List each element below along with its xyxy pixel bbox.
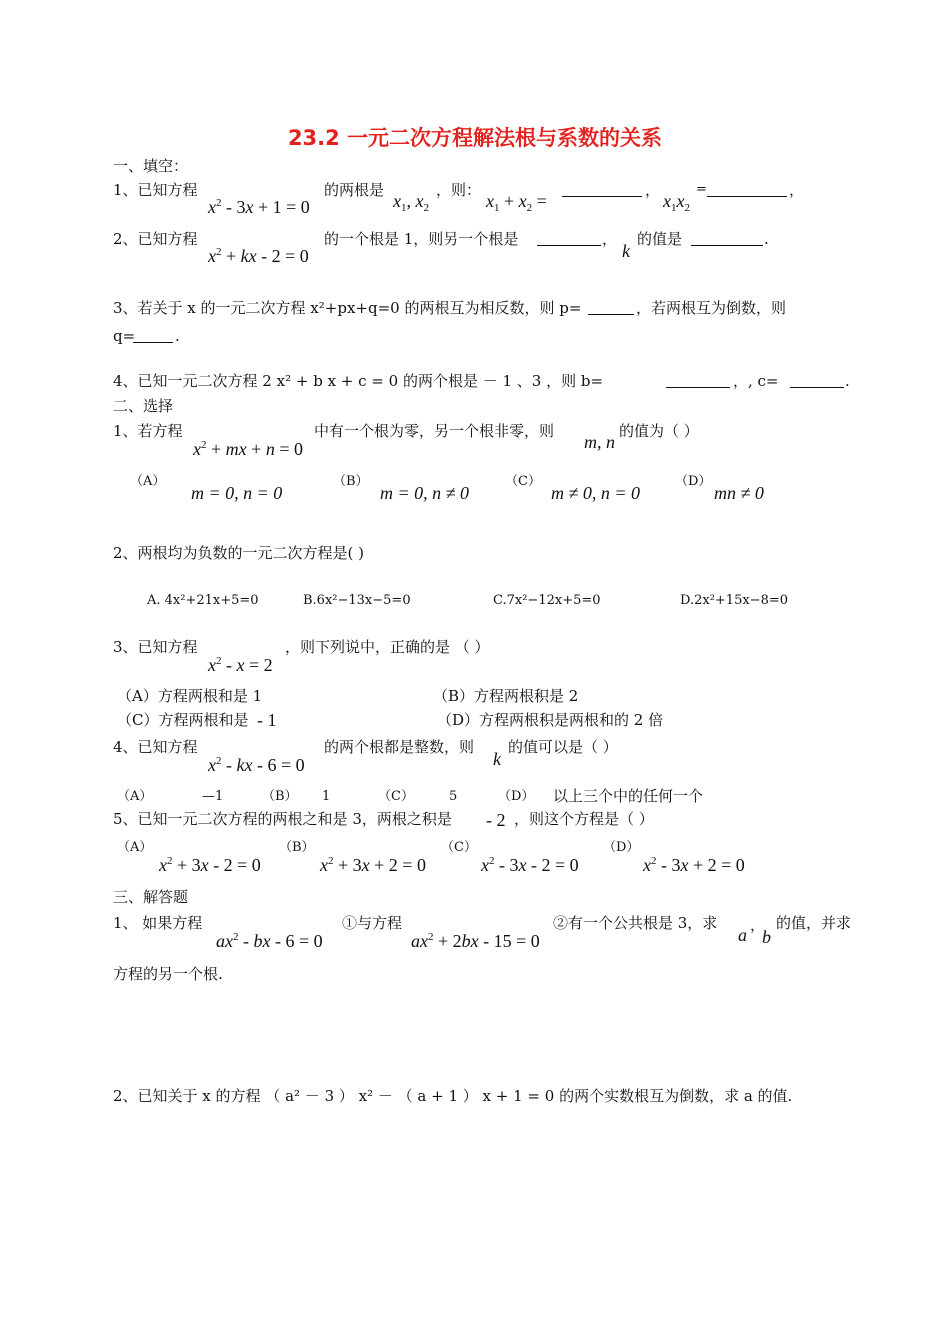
c1-option-a[interactable]: m = 0, n = 0 [191, 483, 283, 503]
q1-product-blank[interactable] [707, 196, 787, 197]
c2-option-c[interactable]: C.7x²−12x+5=0 [493, 593, 601, 608]
q2-prefix: 2、已知方程 [113, 230, 198, 248]
c1-option-c[interactable]: m ≠ 0, n = 0 [551, 483, 641, 503]
c5-prefix: 5、已知一元二次方程的两根之和是 3，两根之积是 [113, 810, 452, 828]
c3-option-c[interactable]: （C）方程两根和是 [117, 711, 249, 729]
section-fill-in-heading: 一、填空： [113, 157, 189, 175]
c1-option-c-label[interactable]: （C） [505, 474, 541, 489]
q2-text-value: 的值是 [637, 230, 683, 248]
c4-prefix: 4、已知方程 [113, 738, 198, 756]
q1-equation: $x^2 - 3x + 1 = 0$ [208, 197, 310, 217]
c3-text: ，则下列说中，正确的是 （ ） [285, 638, 490, 656]
c1-option-a-label[interactable]: （A） [130, 474, 166, 489]
c1-option-b-label[interactable]: （B） [333, 474, 369, 489]
c4-option-a[interactable]: —1 [202, 789, 224, 804]
c1-text: 中有一个根为零，另一个根非零，则 [314, 422, 555, 440]
q1-equals: = [696, 182, 707, 197]
c5-option-d[interactable]: $x^2 - 3x + 2 = 0$ [643, 855, 745, 875]
c4-option-b[interactable]: 1 [322, 789, 331, 804]
c2-option-d[interactable]: D.2x²+15x−8=0 [680, 593, 788, 608]
s1-equation-2: $ax^2 + 2bx - 15 = 0$ [411, 931, 540, 951]
q2-root-blank[interactable] [537, 245, 601, 246]
q2-equation: $x^2$ + kx - 2 = 0 [208, 246, 309, 266]
c4-k: k [493, 749, 501, 769]
c1-option-d[interactable]: mn ≠ 0 [714, 483, 764, 503]
c4-equation: $x^2$ - kx - 6 = 0 [208, 755, 305, 775]
s1-text-end: 的值，并求 [776, 914, 852, 932]
c5-option-a[interactable]: $x^2 + 3x - 2 = 0$ [159, 855, 261, 875]
q4-text-c: ，, c= [733, 372, 779, 390]
q3-p-blank[interactable] [588, 314, 634, 315]
q3-line2: q= [113, 327, 136, 345]
c1-prefix: 1、若方程 [113, 422, 183, 440]
q3-line1-tail: ，若两根互为倒数，则 [636, 299, 787, 317]
c2-option-a[interactable]: A. 4x²+21x+5=0 [147, 593, 259, 608]
page-title: 23.2 一元二次方程解法根与系数的关系 [287, 126, 663, 150]
q1-end: ， [789, 181, 805, 199]
c5-option-b-label[interactable]: （B） [279, 840, 315, 855]
c3-option-d[interactable]: （D）方程两根积是两根和的 2 倍 [437, 711, 664, 729]
s1-text-common-root: ②有一个公共根是 3，求 [553, 914, 718, 932]
q2-comma: ， [602, 230, 618, 248]
q1-sum-blank[interactable] [562, 196, 642, 197]
s1-line2: 方程的另一个根. [113, 965, 223, 983]
c1-option-d-label[interactable]: （D） [675, 474, 712, 489]
q3-line1: 3、若关于 x 的一元二次方程 x²+px+q=0 的两根互为相反数，则 p= [113, 299, 582, 317]
q2-k-blank[interactable] [691, 245, 763, 246]
c3-option-a[interactable]: （A）方程两根和是 1 [117, 687, 263, 705]
c5-option-a-label[interactable]: （A） [117, 840, 153, 855]
s2-question: 2、已知关于 x 的方程 （ a² － 3 ） x² － （ a + 1 ） x + 1 = 0 的两个实数根互为倒数，求 a 的值. [113, 1087, 793, 1105]
q1-roots: $x_1$, $x_2$ [393, 191, 429, 214]
c3-equation: $x^2 - x = 2$ [208, 655, 273, 675]
c1-mn: m, n [584, 432, 615, 452]
c5-option-c[interactable]: $x^2 - 3x - 2 = 0$ [481, 855, 579, 875]
q1-comma: ， [645, 181, 661, 199]
s1-var-a: a [738, 925, 747, 945]
s1-prefix: 1、 如果方程 [113, 914, 203, 932]
c5-option-b[interactable]: $x^2 + 3x + 2 = 0$ [320, 855, 426, 875]
q4-text: 4、已知一元二次方程 2 x² + b x + c = 0 的两个根是 － 1 、3 ，则 b= [113, 372, 604, 390]
q2-k: k [622, 241, 630, 261]
q4-end: . [845, 372, 850, 390]
q3-end: . [175, 327, 180, 345]
c3-option-b[interactable]: （B）方程两根积是 2 [433, 687, 579, 705]
c4-option-c[interactable]: 5 [449, 789, 458, 804]
c4-text-end: 的值可以是（ ） [508, 738, 618, 756]
c4-option-d[interactable]: 以上三个中的任何一个 [553, 787, 704, 805]
c4-option-a-label[interactable]: （A） [117, 789, 153, 804]
c5-option-d-label[interactable]: （D） [603, 840, 640, 855]
c2-question: 2、两根均为负数的一元二次方程是( ) [113, 544, 365, 562]
c5-product-value: - 2 [486, 810, 506, 830]
c2-option-b[interactable]: B.6x²−13x−5=0 [303, 593, 411, 608]
c4-option-b-label[interactable]: （B） [262, 789, 298, 804]
s1-sep: ， [750, 916, 766, 934]
s1-equation-1: $ax^2$ - bx - 6 = 0 [216, 931, 323, 951]
q4-c-blank[interactable] [790, 387, 844, 388]
c5-option-c-label[interactable]: （C） [441, 840, 477, 855]
q2-text: 的一个根是 1，则另一个根是 [324, 230, 519, 248]
c1-option-b[interactable]: m = 0, n ≠ 0 [380, 483, 470, 503]
q4-b-blank[interactable] [666, 387, 730, 388]
q2-end: . [764, 230, 769, 248]
c4-option-c-label[interactable]: （C） [378, 789, 414, 804]
section-solve-heading: 三、解答题 [113, 888, 189, 906]
s1-var-b: b [762, 927, 771, 947]
c4-option-d-label[interactable]: （D） [498, 789, 535, 804]
q1-text-then: ，则： [436, 181, 482, 199]
q3-q-blank[interactable] [133, 342, 173, 343]
s1-text-with: ①与方程 [342, 914, 403, 932]
c1-equation: $x^2$ + mx + n = 0 [193, 439, 303, 459]
q1-prefix: 1、已知方程 [113, 181, 198, 199]
section-choice-heading: 二、选择 [113, 397, 174, 415]
c5-text-end: ，则这个方程是（ ） [514, 810, 654, 828]
q1-text: 的两根是 [324, 181, 385, 199]
q1-sum-expr: $x_1 + x_2$ = [486, 191, 547, 214]
q1-product-expr: $x_1x_2$ [663, 191, 690, 214]
c1-text-end: 的值为（ ） [619, 422, 699, 440]
c4-text: 的两个根都是整数，则 [324, 738, 475, 756]
c3-option-c-value: - 1 [257, 710, 277, 730]
c3-prefix: 3、已知方程 [113, 638, 198, 656]
